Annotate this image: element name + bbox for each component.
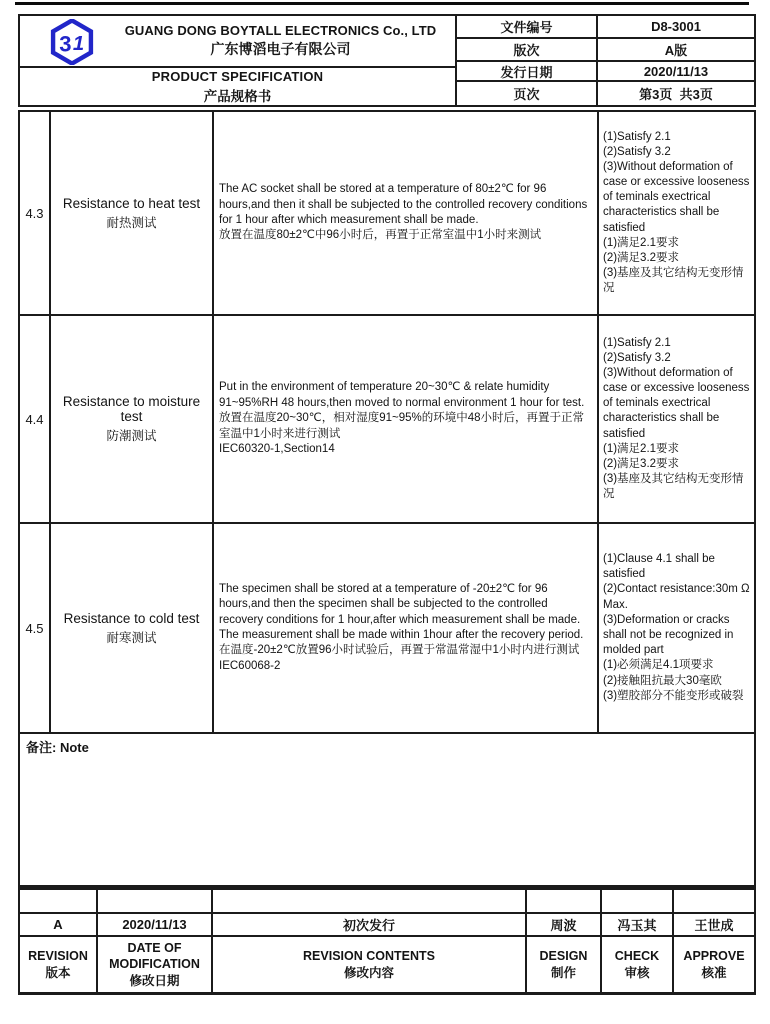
description-line: IEC60068-2 [219,659,281,672]
revision-contents: 初次发行 [213,914,527,935]
meta-label: 版次 [457,39,598,60]
spec-sheet [18,14,756,995]
criteria-line: (2)Satisfy 3.2 [603,145,671,158]
revision-date: 2020/11/13 [98,914,213,935]
revision-col-header: REVISION 版本 [20,937,98,992]
meta-label: 发行日期 [457,62,598,80]
criteria-line: (3)Without deformation of case or excessive looseness of teminals exectrical characteristics shall be satisfied [603,366,750,440]
note-label: 备注: Note [26,740,89,755]
test-description [214,112,599,314]
logo-glyph-left: 3 [59,31,72,57]
test-item-cn: 耐热测试 [106,215,157,230]
meta-value: 第3页 共3页 [639,87,713,102]
criteria-line: (1)Satisfy 2.1 [603,336,671,349]
criteria-line: (1)必须满足4.1项要求 [603,659,714,672]
document-header [18,14,756,107]
description-line: The specimen shall be stored at a temperature of -20±2℃ for 96 hours,and then the specimen shall be subjected to the controlled recovery conditions for 1 hour,after which measurement shall be made. [219,582,581,626]
note-row [20,734,754,885]
revision-table [18,887,756,995]
check-col-header: CHECK 审核 [602,937,674,992]
test-row-4-5 [20,524,754,734]
meta-value: A版 [664,43,688,58]
criteria-line: (3)基座及其它结构无变形情况 [603,267,744,295]
description-line: 在温度-20±2℃放置96小时试验后，再置于常温常湿中1小时内进行测试 [219,644,580,657]
test-item-en: Resistance to moisture test [62,394,201,424]
criteria-line: (3)Without deformation of case or excessive looseness of teminals exectrical characteristics shall be satisfied [603,160,750,234]
test-item [51,524,214,732]
company-logo-icon [50,19,94,65]
criteria-line: (3)塑胶部分不能变形或破裂 [603,689,744,702]
header-left-block [20,16,457,105]
criteria-line: (2)Contact resistance:30m Ω Max. [603,583,750,611]
meta-label: 文件编号 [457,16,598,37]
description-line: 放置在温度20~30℃，相对湿度91~95%的环境中48小时后，再置于正常室温中1小时来进行测试 [219,412,585,440]
description-line: The AC socket shall be stored at a temperature of 80±2℃ for 96 hours,and then it shall be subjected to the controlled recovery conditions for 1 hour after which measurement shall be made. [219,183,588,226]
meta-row-edition [457,39,754,62]
logo-glyph-right: 1 [72,32,85,55]
company-name-en: GUANG DONG BOYTALL ELECTRONICS Co., LTD [124,23,437,38]
scan-artifact-top-line [15,2,749,5]
criteria-line: (2)接触阻抗最大30毫欧 [603,674,722,687]
criteria-line: (1)满足2.1要求 [603,236,680,249]
test-item [51,112,214,314]
document-title-cn: 产品规格书 [203,88,272,104]
meta-row-issue-date [457,62,754,82]
revision-approve: 王世成 [694,918,734,933]
contents-col-header: REVISION CONTENTS 修改内容 [213,937,527,992]
test-row-4-4 [20,316,754,524]
test-description [214,524,599,732]
test-criteria [599,316,754,522]
test-item-en: Resistance to heat test [62,195,201,211]
test-no: 4.3 [20,112,51,314]
test-item-en: Resistance to cold test [63,610,200,626]
test-row-4-3 [20,112,754,316]
test-description [214,316,599,522]
document-title-en: PRODUCT SPECIFICATION [151,68,324,84]
test-item [51,316,214,522]
design-col-header: DESIGN 制作 [527,937,602,992]
revision-empty-row [20,890,754,914]
criteria-line: (1)满足2.1要求 [603,442,680,455]
test-spec-table [18,110,756,887]
revision-check: 冯玉其 [602,914,674,935]
company-name-cn: 广东博滔电子有限公司 [210,41,351,57]
meta-row-page [457,82,754,105]
description-line: The measurement shall be made within 1hour after the recovery period. [219,629,584,641]
date-col-header: DATE OF MODIFICATION 修改日期 [98,937,213,992]
meta-value: D8-3001 [651,19,701,34]
test-criteria [599,524,754,732]
description-line: IEC60320-1,Section14 [219,443,335,456]
test-criteria [599,112,754,314]
revision-design: 周波 [527,914,602,935]
company-block [20,16,455,68]
document-title-block [20,68,455,105]
criteria-line: (3)基座及其它结构无变形情况 [603,473,744,501]
revision-rev: A [20,914,98,935]
revision-header-row [20,937,754,992]
description-line: 放置在温度80±2℃中96小时后，再置于正常室温中1小时来测试 [219,229,542,242]
test-item-cn: 防潮测试 [106,429,157,443]
meta-row-doc-number [457,16,754,39]
header-meta-table [457,16,754,105]
criteria-line: (1)Satisfy 2.1 [603,130,671,143]
test-no: 4.4 [20,316,51,522]
meta-label: 页次 [457,82,598,105]
criteria-line: (2)满足3.2要求 [603,251,680,264]
criteria-line: (1)Clause 4.1 shall be satisfied [603,553,715,581]
criteria-line: (2)Satisfy 3.2 [603,351,671,364]
meta-value: 2020/11/13 [643,63,709,79]
description-line: Put in the environment of temperature 20~30℃ & relate humidity 91~95%RH 48 hours,then moved to normal environment 1 hour for test. [219,381,585,409]
test-item-cn: 耐寒测试 [106,630,157,645]
criteria-line: (2)满足3.2要求 [603,457,680,470]
approve-col-header: APPROVE 核准 [683,949,745,980]
criteria-line: (3)Deformation or cracks shall not be recognized in molded part [603,613,734,657]
revision-entry-row [20,914,754,937]
test-no: 4.5 [20,524,51,732]
